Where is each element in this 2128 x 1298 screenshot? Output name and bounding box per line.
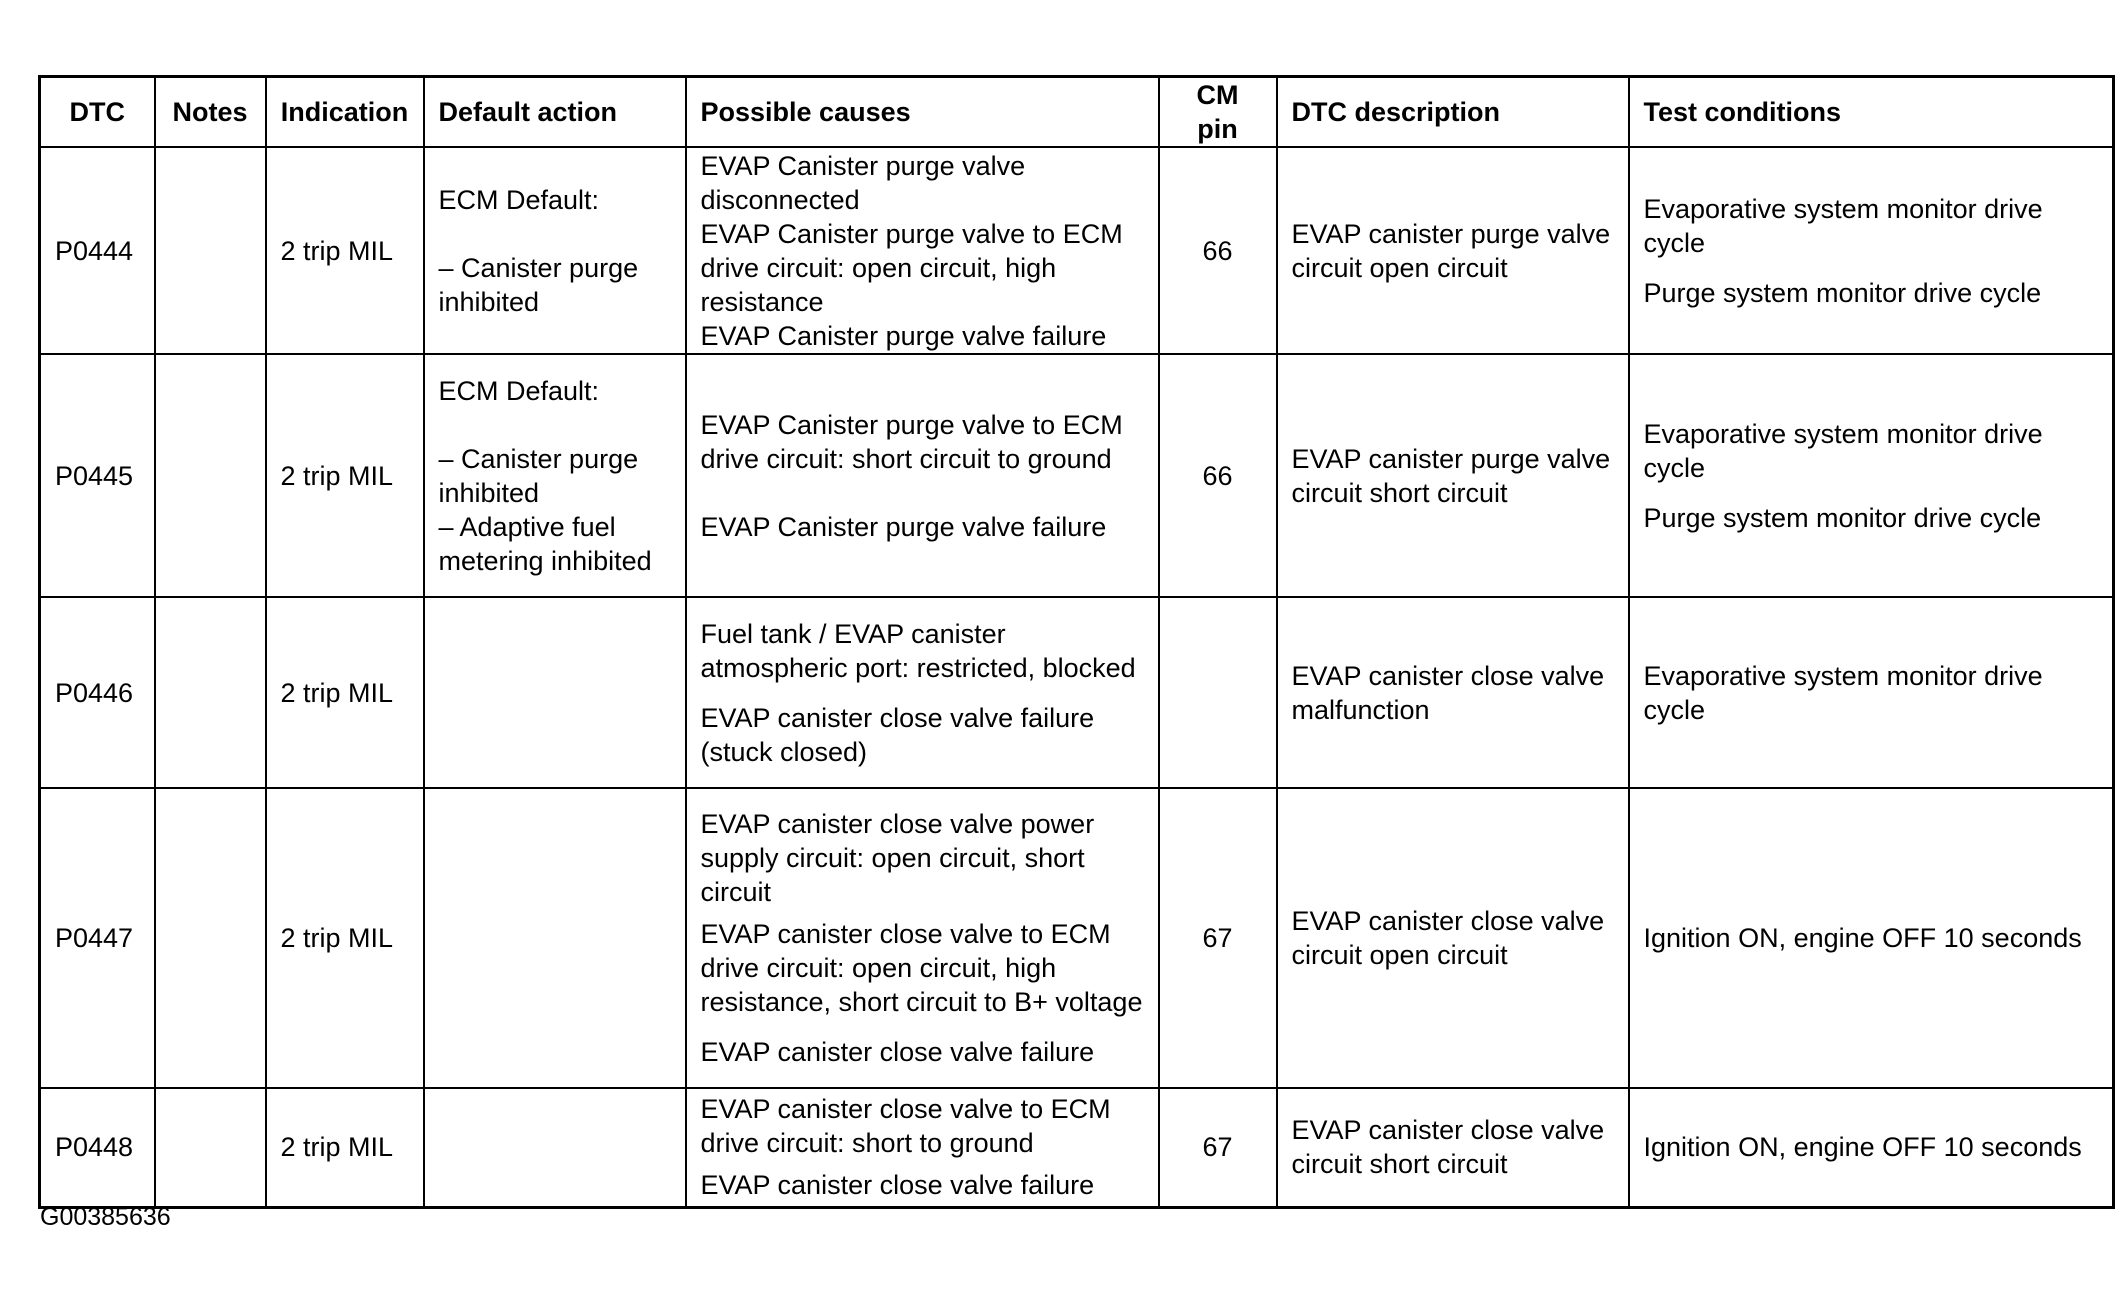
notes-cell: [155, 354, 266, 597]
dtc-description-cell: EVAP canister purge valve circuit short circuit: [1277, 354, 1629, 597]
cause-item: EVAP canister close valve failure (stuck closed): [700, 702, 1095, 767]
dtc-code: P0447: [40, 788, 155, 1088]
dtc-table: [38, 75, 2115, 1209]
possible-causes-cell: [686, 354, 1159, 597]
dtc-code: P0445: [40, 354, 155, 597]
test-conditions-cell: [1629, 597, 2114, 788]
indication-cell: 2 trip MIL: [266, 147, 424, 354]
possible-causes-cell: [686, 1088, 1159, 1207]
default-action-cell: [424, 1088, 686, 1207]
table-row: [40, 147, 2114, 354]
cause-item: EVAP canister close valve to ECM drive circuit: open circuit, high resistance, short circuit to B+ voltage: [700, 919, 1143, 1017]
possible-causes-cell: [686, 597, 1159, 788]
cause-item: EVAP Canister purge valve to ECM drive circuit: open circuit, high resistance: [700, 218, 1123, 317]
dtc-code: P0446: [40, 597, 155, 788]
cause-item: EVAP canister close valve power supply circuit: open circuit, short circuit: [700, 809, 1095, 907]
default-action-line: ECM Default:: [438, 184, 600, 215]
cause-item: Fuel tank / EVAP canister atmospheric port: restricted, blocked: [700, 618, 1136, 683]
dtc-description-cell: EVAP canister close valve circuit open circuit: [1277, 788, 1629, 1088]
condition-item: Evaporative system monitor drive cycle: [1643, 660, 2043, 725]
header-possible-causes: Possible causes: [686, 77, 1159, 148]
cause-item: EVAP Canister purge valve to ECM drive circuit: short circuit to ground: [700, 409, 1123, 474]
header-dtc-description: DTC description: [1277, 77, 1629, 148]
cause-item: EVAP Canister purge valve failure: [700, 511, 1107, 542]
cause-item: EVAP Canister purge valve disconnected: [700, 150, 1026, 215]
header-dtc: DTC: [40, 77, 155, 148]
indication-cell: 2 trip MIL: [266, 597, 424, 788]
dtc-code: P0444: [40, 147, 155, 354]
cm-pin-cell: 66: [1159, 147, 1277, 354]
cm-pin-cell: [1159, 597, 1277, 788]
condition-item: Evaporative system monitor drive cycle: [1643, 193, 2043, 258]
condition-item: Evaporative system monitor drive cycle: [1643, 418, 2043, 483]
indication-cell: 2 trip MIL: [266, 1088, 424, 1207]
header-indication: Indication: [266, 77, 424, 148]
table-row: [40, 1088, 2114, 1207]
dtc-description-cell: EVAP canister close valve malfunction: [1277, 597, 1629, 788]
cause-item: EVAP canister close valve failure: [700, 1037, 1095, 1067]
cm-pin-cell: 66: [1159, 354, 1277, 597]
condition-item: Ignition ON, engine OFF 10 seconds: [1643, 923, 2082, 953]
header-default-action: Default action: [424, 77, 686, 148]
test-conditions-cell: [1629, 788, 2114, 1088]
condition-item: Purge system monitor drive cycle: [1643, 277, 2042, 308]
default-action-line: – Adaptive fuel metering inhibited: [438, 511, 652, 576]
cm-pin-cell: 67: [1159, 788, 1277, 1088]
possible-causes-cell: [686, 788, 1159, 1088]
default-action-cell: [424, 354, 686, 597]
header-test-conditions: Test conditions: [1629, 77, 2114, 148]
figure-id: G00385636: [40, 1203, 171, 1231]
notes-cell: [155, 1088, 266, 1207]
condition-item: Ignition ON, engine OFF 10 seconds: [1643, 1132, 2082, 1163]
default-action-cell: [424, 788, 686, 1088]
header-cm-pin: CM pin: [1159, 77, 1277, 148]
possible-causes-cell: [686, 147, 1159, 354]
test-conditions-cell: [1629, 147, 2114, 354]
condition-item: Purge system monitor drive cycle: [1643, 502, 2042, 533]
table-header-row: [40, 77, 2114, 148]
cm-pin-cell: 67: [1159, 1088, 1277, 1207]
notes-cell: [155, 788, 266, 1088]
dtc-description-cell: EVAP canister close valve circuit short circuit: [1277, 1088, 1629, 1207]
default-action-cell: [424, 597, 686, 788]
indication-cell: 2 trip MIL: [266, 788, 424, 1088]
dtc-code: P0448: [40, 1088, 155, 1207]
header-notes: Notes: [155, 77, 266, 148]
table-row: [40, 597, 2114, 788]
default-action-line: – Canister purge inhibited: [438, 252, 639, 317]
test-conditions-cell: [1629, 1088, 2114, 1207]
dtc-description-cell: EVAP canister purge valve circuit open circuit: [1277, 147, 1629, 354]
table-row: [40, 354, 2114, 597]
table-row: [40, 788, 2114, 1088]
default-action-line: – Canister purge inhibited: [438, 443, 639, 508]
notes-cell: [155, 147, 266, 354]
cause-item: EVAP Canister purge valve failure: [700, 320, 1107, 351]
notes-cell: [155, 597, 266, 788]
cause-item: EVAP canister close valve to ECM drive circuit: short to ground: [700, 1094, 1111, 1159]
test-conditions-cell: [1629, 354, 2114, 597]
default-action-line: ECM Default:: [438, 375, 600, 406]
cause-item: EVAP canister close valve failure: [700, 1170, 1095, 1201]
default-action-cell: [424, 147, 686, 354]
indication-cell: 2 trip MIL: [266, 354, 424, 597]
